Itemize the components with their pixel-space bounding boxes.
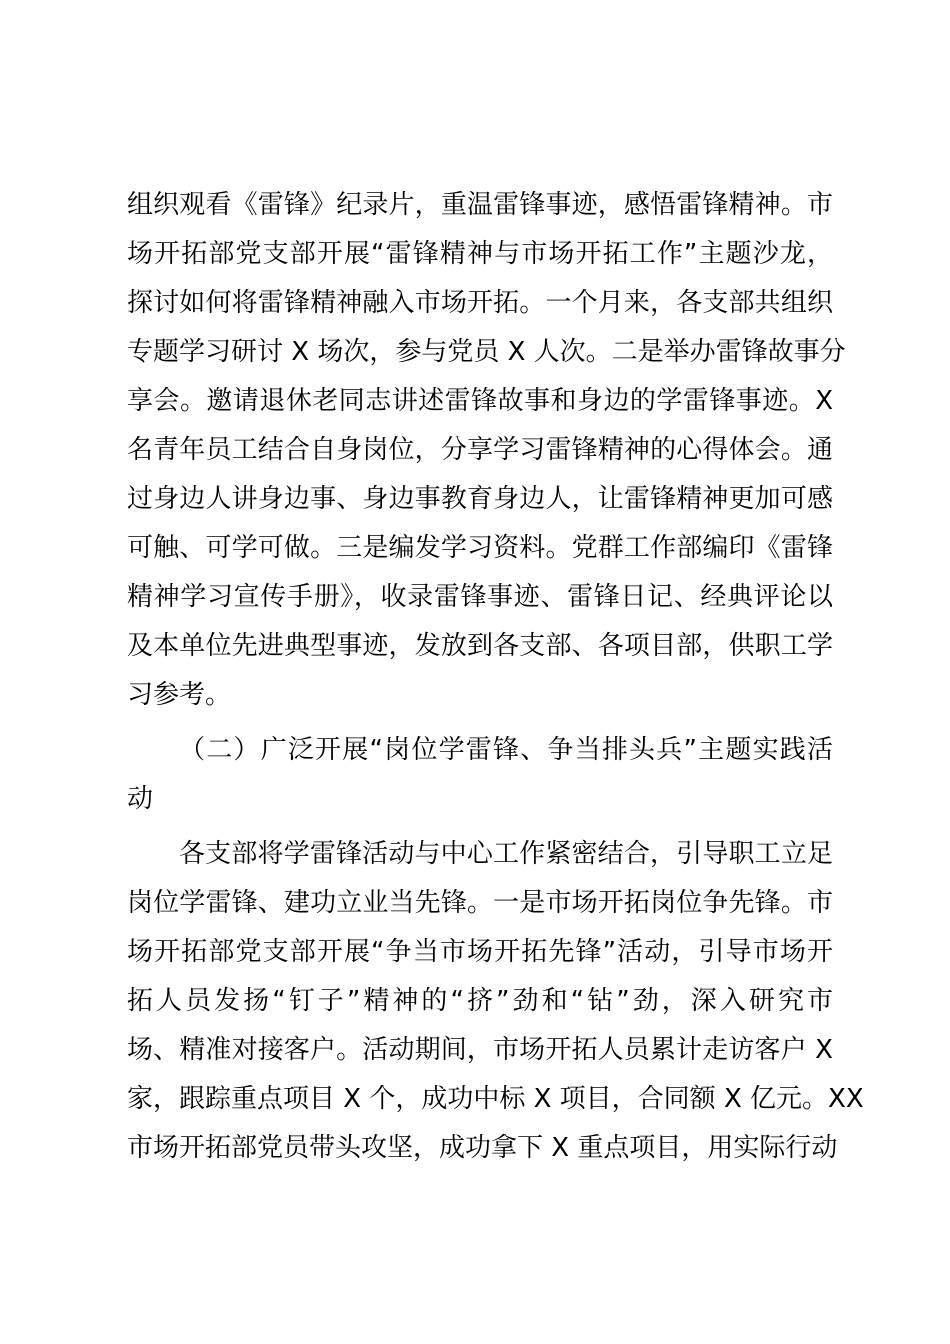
paragraph-line: 精神学习宣传手册》，收录雷锋事迹、雷锋日记、经典评论以	[127, 582, 833, 612]
paragraph-line: 专题学习研讨 X 场次，参与党员 X 人次。二是举办雷锋故事分	[127, 337, 846, 367]
section-heading-continuation: 动	[127, 784, 154, 814]
paragraph-line: 家，跟踪重点项目 X 个，成功中标 X 项目，合同额 X 亿元。XX	[127, 1084, 864, 1114]
paragraph-line: 及本单位先进典型事迹，发放到各支部、各项目部，供职工学	[127, 631, 833, 661]
paragraph-line: 习参考。	[127, 680, 232, 710]
paragraph-line: 岗位学雷锋、建功立业当先锋。一是市场开拓岗位争先锋。市	[127, 888, 833, 918]
paragraph-line: 组织观看《雷锋》纪录片，重温雷锋事迹，感悟雷锋精神。市	[127, 190, 833, 220]
paragraph-line: 市场开拓部党员带头攻坚，成功拿下 X 重点项目，用实际行动	[127, 1133, 838, 1163]
paragraph-line: 拓人员发扬“钉子”精神的“挤”劲和“钻”劲，深入研究市	[127, 986, 833, 1016]
paragraph-line: 场开拓部党支部开展“雷锋精神与市场开拓工作”主题沙龙，	[127, 239, 833, 269]
paragraph-line: 名青年员工结合自身岗位，分享学习雷锋精神的心得体会。通	[127, 435, 833, 465]
paragraph-line: 过身边人讲身边事、身边事教育身边人，让雷锋精神更加可感	[127, 484, 833, 514]
paragraph-line: 场开拓部党支部开展“争当市场开拓先锋”活动，引导市场开	[127, 937, 833, 967]
paragraph-line: 可触、可学可做。三是编发学习资料。党群工作部编印《雷锋	[127, 533, 833, 563]
paragraph-line: 探讨如何将雷锋精神融入市场开拓。一个月来，各支部共组织	[127, 288, 833, 318]
paragraph-line: 场、精准对接客户。活动期间，市场开拓人员累计走访客户 X	[127, 1035, 833, 1065]
paragraph-line: 享会。邀请退休老同志讲述雷锋故事和身边的学雷锋事迹。X	[127, 386, 833, 416]
paragraph-line: 各支部将学雷锋活动与中心工作紧密结合，引导职工立足	[179, 839, 833, 869]
section-heading: （二）广泛开展“岗位学雷锋、争当排头兵”主题实践活	[179, 735, 833, 765]
